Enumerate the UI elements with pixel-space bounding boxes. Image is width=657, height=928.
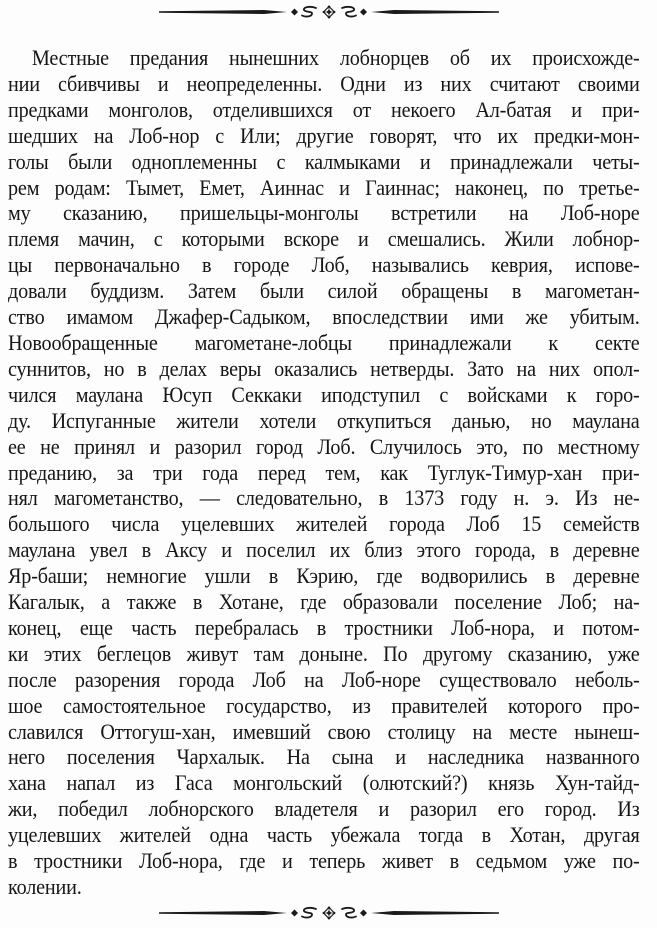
text-line: ду. Испуганные жители хотели откупиться данью, но маулана	[8, 407, 640, 433]
text-line: суннитов, но в делах веры оказались нетверды. Зато на них опол-	[8, 355, 640, 381]
text-line: ки этих беглецов живут там доныне. По другому сказанию, уже	[8, 640, 640, 666]
text-line: славился Оттогуш-хан, имевший свою столицу на месте нынеш-	[8, 718, 640, 744]
text-line: конец, еще часть перебралась в тростники Лоб-нора, и потом-	[8, 614, 640, 640]
paragraph	[8, 45, 640, 900]
text-line: Кагалык, а также в Хотане, где образовали поселение Лоб; на-	[8, 589, 640, 615]
floral-divider-icon	[159, 906, 499, 920]
text-line: нял магометанство, — следовательно, в 1373 году н. э. Из не-	[8, 485, 640, 511]
text-line: шедших на Лоб-нор с Или; другие говорят, что их предки-мон-	[8, 122, 640, 148]
text-line: в тростники Лоб-нора, где и теперь живет в седьмом уже по-	[8, 848, 640, 874]
floral-divider-icon	[159, 5, 499, 19]
text-line: му сказанию, пришельцы-монголы встретили на Лоб-норе	[8, 200, 640, 226]
text-line: Новообращенные магометане-лобцы принадлежали к секте	[8, 329, 640, 355]
text-line: Местные предания нынешних лобнорцев об их происхожде-	[31, 45, 640, 70]
text-line: жи, победил лобнорского владетеля и разорил его город. Из	[8, 796, 640, 822]
text-line: цы первоначально в городе Лоб, назывались кеврия, испове-	[8, 252, 640, 278]
text-line: Яр-баши; немногие ушли в Кэрию, где водворились в деревне	[8, 563, 640, 589]
text-line: маулана увел в Аксу и поселил их близ этого города, в деревне	[8, 537, 640, 563]
text-line: шое самостоятельное государство, из правителей которого про-	[8, 692, 640, 718]
text-line: рем родам: Тымет, Емет, Аиннас и Гаиннас; наконец, по третье-	[8, 174, 640, 200]
text-line: хана напал из Гаса монгольский (олютский?) князь Хун-тайд-	[8, 770, 640, 796]
text-line: ство имамом Джафер-Садыком, впоследствии ими же убитым.	[8, 304, 640, 330]
text-line: довали буддизм. Затем были силой обращены в магометан-	[8, 278, 640, 304]
ornament-divider-bottom	[0, 906, 657, 920]
text-line: племя мачин, с которыми вскоре и смешались. Жили лобнор-	[8, 226, 640, 252]
text-line: ее не принял и разорил город Лоб. Случилось это, по местному	[8, 433, 640, 459]
text-line: уцелевших жителей одна часть убежала тогда в Хотан, другая	[8, 822, 640, 848]
text-line: колении.	[8, 874, 82, 899]
body-text	[8, 45, 640, 900]
text-line: чился маулана Юсуп Секкаки иподступил с войсками к горо-	[8, 381, 640, 407]
text-line: нии сбивчивы и неопределенны. Одни из них считают своими	[8, 70, 640, 96]
text-line: него поселения Чархалык. На сына и наследника названного	[8, 744, 640, 770]
text-line: после разорения города Лоб на Лоб-норе существовало неболь-	[8, 666, 640, 692]
ornament-divider-top	[0, 5, 657, 19]
text-line: большого числа уцелевших жителей города Лоб 15 семейств	[8, 511, 640, 537]
text-line: преданию, за три года перед тем, как Туглук-Тимур-хан при-	[8, 459, 640, 485]
text-line: предками монголов, отделившихся от некоего Ал-батая и при-	[8, 96, 640, 122]
text-line: голы были одноплеменны с калмыками и принадлежали четы-	[8, 148, 640, 174]
